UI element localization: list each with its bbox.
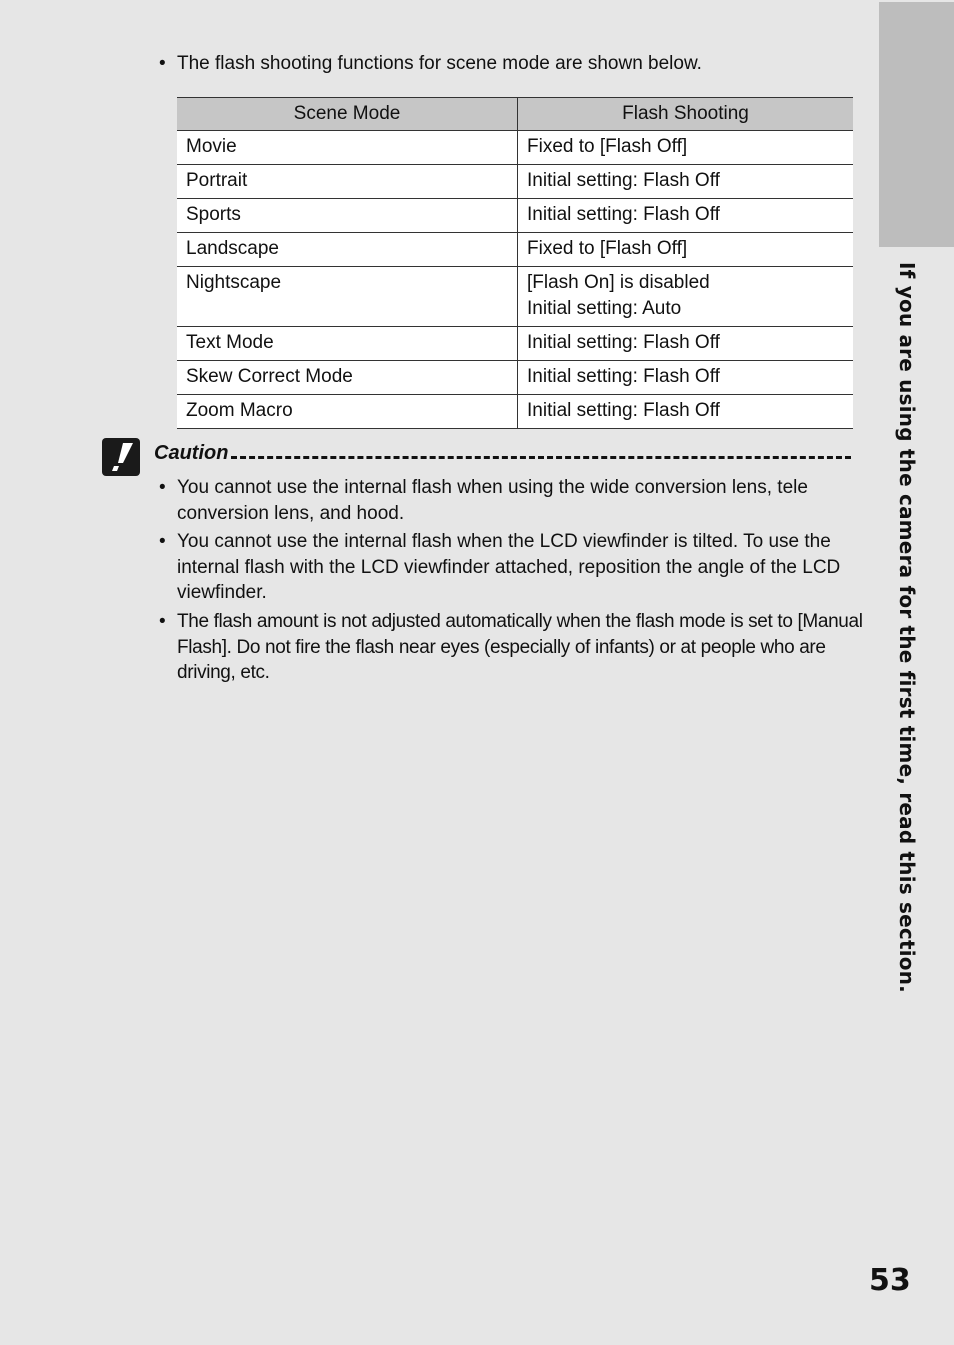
scene-flash-table	[177, 97, 853, 429]
scene-mode-cell: Nightscape	[177, 267, 518, 327]
table-row	[177, 165, 853, 199]
flash-shooting-line: Fixed to [Flash Off]	[527, 238, 688, 259]
intro-bullet	[159, 51, 857, 77]
flash-shooting-cell	[518, 199, 854, 233]
flash-shooting-line: Initial setting: Auto	[527, 298, 682, 319]
table-row	[177, 131, 853, 165]
caution-bullet	[159, 609, 867, 686]
flash-shooting-line: Initial setting: Flash Off	[527, 204, 720, 225]
scene-mode-cell: Text Mode	[177, 327, 518, 361]
scene-mode-cell: Movie	[177, 131, 518, 165]
caution-bullet-text: The flash amount is not adjusted automatically when the flash mode is set to [Manual Flash]. Do not fire the flash near eyes (especially of infants) or at people who are driving, etc.	[177, 611, 863, 683]
scene-mode-cell: Landscape	[177, 233, 518, 267]
flash-shooting-line: Fixed to [Flash Off]	[527, 136, 688, 157]
caution-bullet	[159, 529, 857, 606]
bullet-marker: •	[159, 53, 166, 74]
flash-shooting-line: Initial setting: Flash Off	[527, 366, 720, 387]
table-body	[177, 131, 853, 429]
section-side-label: If you are using the camera for the first time, read this section.	[895, 262, 919, 993]
header-flash-shooting: Flash Shooting	[518, 98, 854, 131]
table-row	[177, 395, 853, 429]
table-row	[177, 233, 853, 267]
flash-shooting-cell	[518, 131, 854, 165]
flash-shooting-line: Initial setting: Flash Off	[527, 400, 720, 421]
table-row	[177, 199, 853, 233]
flash-shooting-cell	[518, 395, 854, 429]
bullet-marker: •	[159, 611, 166, 632]
caution-bullet	[159, 475, 857, 526]
flash-shooting-line: [Flash On] is disabled	[527, 272, 710, 293]
table-row	[177, 361, 853, 395]
flash-shooting-cell	[518, 165, 854, 199]
page-number: 53	[869, 1263, 911, 1298]
scene-mode-cell: Skew Correct Mode	[177, 361, 518, 395]
section-side-tab	[879, 2, 954, 247]
scene-mode-cell: Zoom Macro	[177, 395, 518, 429]
table-row	[177, 327, 853, 361]
header-scene-mode: Scene Mode	[177, 98, 518, 131]
flash-shooting-cell	[518, 327, 854, 361]
flash-shooting-cell	[518, 267, 854, 327]
table-row	[177, 267, 853, 327]
flash-shooting-cell	[518, 233, 854, 267]
flash-shooting-cell	[518, 361, 854, 395]
scene-mode-cell: Sports	[177, 199, 518, 233]
caution-exclamation-icon	[102, 438, 140, 476]
caution-title: Caution	[154, 442, 229, 464]
intro-bullet-text: The flash shooting functions for scene mode are shown below.	[177, 53, 702, 74]
bullet-marker: •	[159, 477, 166, 498]
table-header-row	[177, 98, 853, 131]
flash-shooting-line: Initial setting: Flash Off	[527, 170, 720, 191]
caution-bullet-text: You cannot use the internal flash when the LCD viewfinder is tilted. To use the internal flash with the LCD viewfinder attached, reposition the angle of the LCD viewfinder.	[177, 531, 841, 603]
flash-shooting-line: Initial setting: Flash Off	[527, 332, 720, 353]
caution-bullet-text: You cannot use the internal flash when using the wide conversion lens, tele conversion lens, and hood.	[177, 477, 808, 524]
bullet-marker: •	[159, 531, 166, 552]
caution-divider	[231, 456, 851, 459]
scene-mode-cell: Portrait	[177, 165, 518, 199]
